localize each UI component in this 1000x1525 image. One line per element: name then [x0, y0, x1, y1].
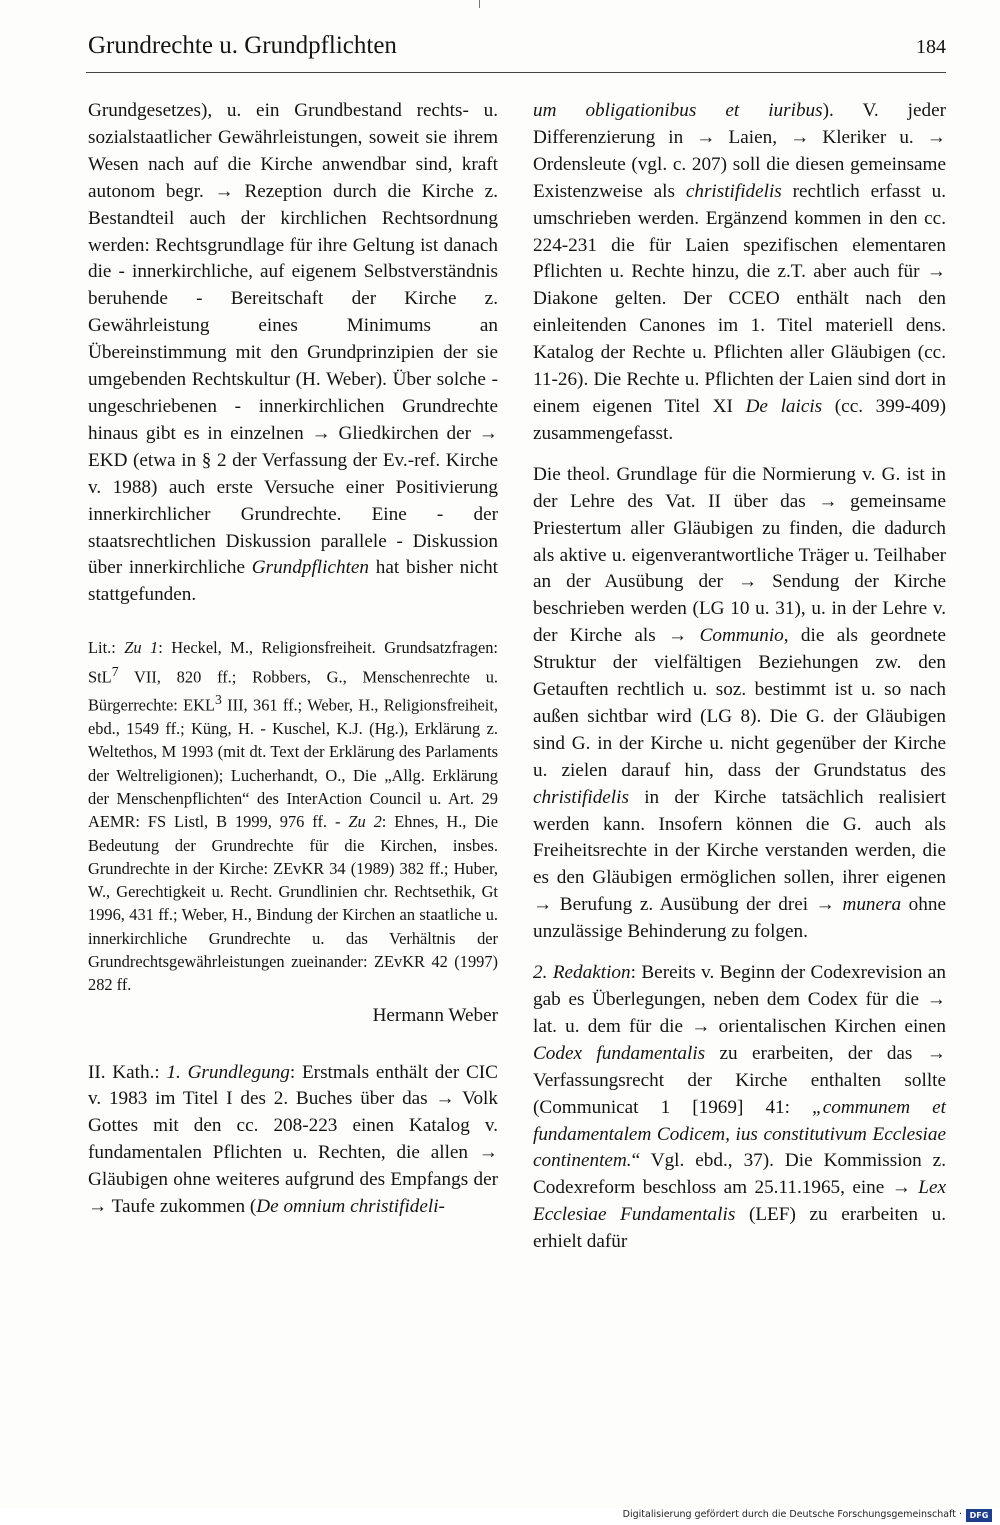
italic-span: Communio — [699, 625, 784, 647]
superscript: 7 — [111, 663, 119, 679]
italic-span: Zu 2 — [348, 812, 382, 832]
text-span: ohne unzulässige Behinderung zu folgen. — [533, 894, 946, 943]
italic-span: Grundpflichten — [251, 557, 370, 579]
text-span: : Heckel, M., Religionsfreiheit. Grundsatzfragen: StL — [88, 638, 498, 686]
text-span: (cc. 399-409) zusammengefasst. — [533, 395, 946, 444]
text-span: Die theol. Grundlage für die Normierung v. G. ist in der Lehre des Vat. II über das → gemeinsame Priestertum aller Gläubigen zu finden, die dadurch als aktive u. eigenverantwortliche Träger u. Teilhaber an der Ausübung der → Sendung der Kirche beschrieben werden (LG 10 u. 31), u. in der Lehre v. der Kirche als → — [533, 463, 946, 647]
italic-span: Zu 1 — [124, 638, 159, 658]
superscript: 3 — [215, 692, 222, 708]
italic-span: De laicis — [745, 395, 823, 417]
paragraph-grundrechte-evangelisch — [88, 98, 498, 609]
text-span: : Erstmals enthält der CIC v. 1983 im Titel I des 2. Buches über das → Volk Gottes mit den cc. 208-223 einen Katalog v. fundamentalen Pflichten u. Rechten, die allen → Gläubigen ohne weiteres aufgrund des Empfangs der → Taufe zukommen ( — [88, 1061, 498, 1218]
lit-label: Lit.: — [88, 638, 125, 658]
italic-span: 1. Grundlegung — [166, 1061, 290, 1083]
text-span: Grundgesetzes), u. ein Grundbestand rechts- u. sozialstaatlicher Gewährleistungen, soweit sie ihrem Wesen nach auf die Kirche anwendbar sind, kraft autonom begr. → Rezeption durch die Kirche z. Bestandteil auch der kirchlichen Rechtsordnung werden: Rechtsgrundlage für ihre Geltung ist danach die - innerkirchliche, auf eigenem Selbstverständnis beruhende - Bereitschaft der Kirche z. Gewährleistung eines Minimums an Übereinstimmung mit den Grundprinzipien der sie umgebenden Rechtskultur (H. Weber). Über solche - ungeschriebenen - innerkirchlichen Grundrechte hinaus gibt es in einzelnen → Gliedkirchen der → EKD (etwa in § 2 der Verfassung der Ev.-ref. Kirche v. 1988) auch erste Versuche einer Positivierung innerkirchlicher Grundrechte. Eine - der staatsrechtlichen Diskussion parallele - Diskussion über innerkirchliche — [88, 100, 498, 579]
digitization-credit: Digitalisierung gefördert durch die Deutsche Forschungsgemeinschaft · — [622, 1509, 962, 1520]
literature-block — [88, 636, 498, 996]
text-span: : Bereits v. Beginn der Codexrevision an gab es Überlegungen, neben dem Codex für die → lat. u. dem für die → orientalischen Kirchen einen — [533, 962, 946, 1037]
text-span: : Ehnes, H., Die Bedeutung der Grundrechte für die Kirchen, insbes. Grundrechte in der Kirche: ZEvKR 34 (1989) 382 ff.; Huber, W., Gerechtigkeit u. Recht. Grundlinien chr. Rechtsethik, Gt 1996, 431 ff.; Weber, H., Bindung der Kirchen an staatliche u. innerkirchliche Grundrechte u. das Verhältnis der Grundrechtsgewährleistungen zueinander: ZEvKR 42 (1997) 282 ff. — [88, 812, 499, 995]
text-span: in der Kirche tatsächlich realisiert werden kann. Insofern können die G. auch als Freiheitsrechte in der Kirche verstanden werden, die es den Gläubigen ermöglichen sollen, ihrer eigenen → Berufung z. Ausübung der drei → — [533, 786, 946, 916]
text-span: , die als geordnete Struktur der vielfältigen Beziehungen zw. den Getauften rechtlich u. soz. bestimmt ist u. so nach außen sichtbar wird (LG 8). Die G. der Gläubigen sind G. in der Kirche u. nicht gegenüber der Kirche u. zielen darauf hin, dass der Grundstatus des — [533, 625, 946, 781]
page-number: 184 — [916, 36, 946, 58]
italic-span: munera — [842, 894, 902, 916]
page-header — [88, 32, 946, 70]
text-span: ). V. jeder Differenzierung in → Laien, → Kleriker u. → Ordensleute (vgl. c. 207) soll die diesen gemeinsame Existenzweise als — [533, 100, 946, 202]
italic-span: um obligationibus et iuribus — [533, 100, 823, 121]
paragraph-theol-grundlage — [533, 462, 946, 946]
author-signature: Hermann Weber — [372, 1004, 498, 1026]
italic-span: christifidelis — [533, 786, 629, 808]
scan-mark — [479, 0, 480, 8]
text-span: “ Vgl. ebd., 37). Die Kommission z. Codexreform beschloss am 25.11.1965, eine → — [533, 1150, 946, 1199]
italic-span: christifidelis — [685, 180, 782, 202]
right-column — [533, 98, 946, 1256]
text-span: II. Kath.: — [88, 1061, 167, 1083]
paragraph-redaktion — [533, 960, 946, 1256]
italic-span: 2. Redaktion — [533, 962, 631, 984]
text-span: hat bisher nicht stattgefunden. — [88, 557, 499, 606]
left-column — [88, 98, 498, 1221]
italic-span: Lex Ecclesiae Fundamentalis — [533, 1177, 946, 1226]
text-span: zu erarbeiten, der das → Verfassungsrecht der Kirche enthalten sollte (Communicat 1 [1969] 41: — [533, 1042, 946, 1118]
running-title: Grundrechte u. Grundpflichten — [88, 32, 397, 59]
paragraph-kath-grundlegung — [88, 1060, 498, 1221]
text-span: III, 361 ff.; Weber, H., Religionsfreiheit, ebd., 1549 ff.; Küng, H. - Kuschel, K.J. (Hg.), Erklärung z. Weltethos, M 1993 (mit dt. Text der Erklärung des Parlaments der Weltreligionen); Lucherhandt, O., Die „Allg. Erklärung der Menschenpflichten“ des InterAction Council u. Art. 29 AEMR: FS Listl, B 1999, 976 ff. - — [88, 695, 498, 832]
italic-span: De omnium christifideli- — [256, 1196, 445, 1218]
text-span: (LEF) zu erarbeiten u. erhielt dafür — [533, 1204, 946, 1253]
text-span: VII, 820 ff.; Robbers, G., Menschenrechte u. Bürgerrechte: EKL — [88, 666, 498, 715]
italic-span: Codex fundamentalis — [533, 1042, 706, 1064]
text-span: rechtlich erfasst u. umschrieben werden. Ergänzend kommen in den cc. 224-231 die für Laien spezifischen elementaren Pflichten u. Rechte hinzu, die z.T. aber auch für → Diakone gelten. Der CCEO enthält nach den einleitenden Canones im 1. Titel materiell dens. Katalog der Rechte u. Pflichten aller Gläubigen (cc. 11-26). Die Rechte u. Pflichten der Laien sind dort in einem eigenen Titel XI — [533, 180, 946, 417]
italic-span: „communem et fundamentalem Codicem, ius constitutivum Ecclesiae continentem. — [533, 1096, 946, 1172]
dfg-logo: DFG — [966, 1509, 992, 1522]
header-rule — [86, 72, 946, 73]
paragraph-christifidelis — [533, 98, 946, 448]
